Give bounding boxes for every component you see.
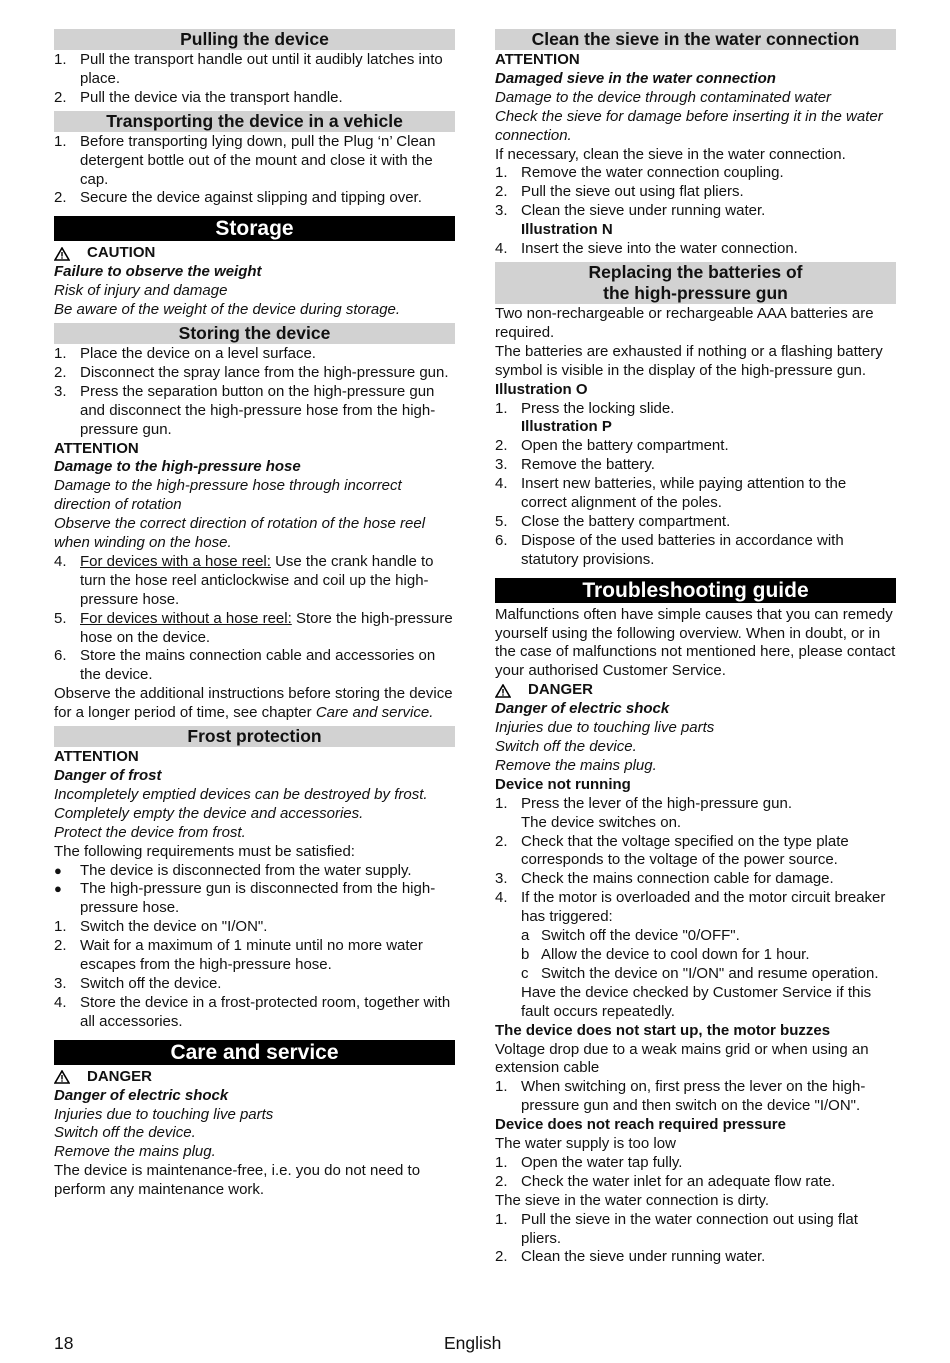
list-item: 2. Open the battery compartment. bbox=[495, 437, 729, 455]
list-item: 4. For devices with a hose reel: Use the crank handle to turn the hose reel anticlockwise and coil up the high-pressure hose. bbox=[54, 552, 434, 608]
chapter-reference: Care and service. bbox=[315, 704, 434, 722]
sub-list-item: b Allow the device to cool down for 1 hour. bbox=[521, 945, 810, 963]
danger-label: DANGER bbox=[54, 1068, 455, 1087]
fault-cause: Voltage drop due to a weak mains grid or when using an extension cable bbox=[495, 1040, 869, 1077]
list-item: 6. Store the mains connection cable and accessories on the device. bbox=[54, 647, 436, 684]
list-item: 2. Pull the device via the transport handle. bbox=[54, 88, 343, 106]
right-column bbox=[495, 29, 896, 1267]
list-item: 1. Switch the device on "I/ON". bbox=[54, 918, 268, 936]
list-item: 2. Secure the device against slipping and tipping over. bbox=[54, 189, 422, 207]
attention-label: ATTENTION bbox=[54, 439, 139, 457]
caution-text: Be aware of the weight of the device during storage. bbox=[54, 301, 401, 319]
troubleshooting-intro: Malfunctions often have simple causes that you can remedy yourself using the following overview. When in doubt, or in the case of malfunctions not mentioned here, please contact your authorised Customer Service. bbox=[495, 605, 896, 680]
danger-text: Remove the mains plug. bbox=[54, 1143, 216, 1161]
attention-text: Incompletely emptied devices can be destroyed by frost. bbox=[54, 785, 428, 803]
bullet-item: ● The device is disconnected from the water supply. bbox=[54, 861, 412, 879]
fault-title: The device does not start up, the motor buzzes bbox=[495, 1021, 831, 1039]
attention-title: Danger of frost bbox=[54, 767, 162, 784]
step-result: The device switches on. bbox=[521, 813, 682, 831]
attention-label: ATTENTION bbox=[495, 51, 580, 68]
fault-title: Device does not reach required pressure bbox=[495, 1116, 786, 1134]
list-item: 5. Close the battery compartment. bbox=[495, 512, 731, 530]
list-item: 1. Before transporting lying down, pull the Plug ‘n’ Clean detergent bottle out of the mount and close it with the cap. bbox=[54, 132, 436, 188]
list-item: 1. Press the lever of the high-pressure gun. bbox=[495, 794, 792, 812]
attention-text: Observe the correct direction of rotation of the hose reel when winding on the hose. bbox=[54, 515, 426, 552]
list-item: 2. Pull the sieve out using flat pliers. bbox=[495, 183, 744, 201]
requirements-intro: The following requirements must be satisfied: bbox=[54, 842, 355, 860]
left-column bbox=[54, 29, 455, 1200]
step-note: Have the device checked by Customer Service if this fault occurs repeatedly. bbox=[521, 983, 872, 1020]
chapter-heading-storage: Storage bbox=[54, 216, 455, 241]
warning-triangle-icon bbox=[54, 247, 74, 261]
section-heading-pulling: Pulling the device bbox=[54, 29, 455, 50]
section-heading-batteries: Replacing the batteries of the high-pressure gun bbox=[495, 262, 896, 304]
list-item: 1. Remove the water connection coupling. bbox=[495, 164, 784, 182]
list-item: 1. When switching on, first press the lever on the high-pressure gun and then switch on the device "I/ON". bbox=[495, 1078, 866, 1115]
attention-text: Protect the device from frost. bbox=[54, 823, 246, 841]
danger-title: Danger of electric shock bbox=[54, 1086, 229, 1104]
list-item: 2. Wait for a maximum of 1 minute until no more water escapes from the high-pressure hose. bbox=[54, 937, 423, 974]
batteries-text: Two non-rechargeable or rechargeable AAA batteries are required. bbox=[495, 304, 874, 341]
list-item: 4. If the motor is overloaded and the motor circuit breaker has triggered: bbox=[495, 889, 886, 926]
list-item: 6. Dispose of the used batteries in accordance with statutory provisions. bbox=[495, 531, 844, 568]
attention-text: Damage to the high-pressure hose through incorrect direction of rotation bbox=[54, 477, 402, 514]
caution-text: Risk of injury and damage bbox=[54, 282, 228, 300]
list-item: 4. Store the device in a frost-protected room, together with all accessories. bbox=[54, 993, 451, 1030]
section-heading-storing: Storing the device bbox=[54, 323, 455, 344]
attention-text: Damage to the device through contaminated water bbox=[495, 88, 832, 106]
danger-text: Switch off the device. bbox=[495, 738, 637, 755]
maintenance-text: The device is maintenance-free, i.e. you do not need to perform any maintenance work. bbox=[54, 1162, 421, 1199]
list-item: 1. Place the device on a level surface. bbox=[54, 344, 316, 362]
list-item: 3. Remove the battery. bbox=[495, 456, 655, 474]
bullet-icon: ● bbox=[54, 862, 62, 878]
danger-text: Remove the mains plug. bbox=[495, 756, 657, 774]
list-item: 2. Clean the sieve under running water. bbox=[495, 1248, 766, 1266]
bullet-icon: ● bbox=[54, 881, 62, 897]
danger-text: Switch off the device. bbox=[54, 1124, 196, 1142]
section-heading-sieve: Clean the sieve in the water connection bbox=[495, 29, 896, 50]
list-item: 1. Pull the transport handle out until it audibly latches into place. bbox=[54, 51, 443, 87]
list-item: 2. Check the water inlet for an adequate flow rate. bbox=[495, 1172, 836, 1190]
warning-triangle-icon bbox=[54, 1070, 74, 1084]
chapter-heading-troubleshooting: Troubleshooting guide bbox=[495, 578, 896, 603]
illustration-ref: Illustration N bbox=[521, 221, 613, 239]
batteries-text: The batteries are exhausted if nothing or a flashing battery symbol is visible in the display of the high-pressure gun. bbox=[495, 342, 883, 379]
danger-title: Danger of electric shock bbox=[495, 700, 670, 718]
list-item: 3. Check the mains connection cable for damage. bbox=[495, 870, 834, 888]
attention-text: Completely empty the device and accessories. bbox=[54, 804, 364, 822]
section-heading-transport: Transporting the device in a vehicle bbox=[54, 111, 455, 132]
list-item: 2. Check that the voltage specified on the type plate corresponds to the voltage of the power source. bbox=[495, 832, 849, 869]
section-heading-frost: Frost protection bbox=[54, 726, 455, 747]
fault-cause: The water supply is too low bbox=[495, 1135, 676, 1153]
illustration-ref: Illustration O bbox=[495, 380, 588, 398]
warning-triangle-icon bbox=[495, 684, 515, 698]
sub-list-item: a Switch off the device "0/OFF". bbox=[521, 927, 740, 945]
list-item: 4. Insert new batteries, while paying attention to the correct alignment of the poles. bbox=[495, 475, 847, 512]
chapter-heading-care: Care and service bbox=[54, 1040, 455, 1065]
page-footer bbox=[54, 1334, 896, 1356]
danger-text: Injuries due to touching live parts bbox=[495, 719, 715, 737]
list-item: 2. Disconnect the spray lance from the high-pressure gun. bbox=[54, 363, 449, 381]
list-item: 1. Press the locking slide. bbox=[495, 399, 675, 417]
page-number: 18 bbox=[54, 1333, 74, 1353]
list-item: 4. Insert the sieve into the water connection. bbox=[495, 240, 798, 258]
bullet-item: ● The high-pressure gun is disconnected from the high-pressure hose. bbox=[54, 880, 436, 917]
attention-label: ATTENTION bbox=[54, 748, 139, 766]
language-label: English bbox=[444, 1333, 502, 1353]
list-item: 3. Switch off the device. bbox=[54, 974, 222, 992]
list-item: 5. For devices without a hose reel: Store the high-pressure hose on the device. bbox=[54, 609, 453, 646]
list-item: 1. Pull the sieve in the water connection out using flat pliers. bbox=[495, 1210, 858, 1247]
sieve-intro: If necessary, clean the sieve in the water connection. bbox=[495, 145, 846, 163]
danger-label: DANGER bbox=[495, 681, 896, 700]
list-item: 3. Clean the sieve under running water. bbox=[495, 202, 766, 220]
attention-text: Check the sieve for damage before inserting it in the water connection. bbox=[495, 107, 883, 144]
caution-title: Failure to observe the weight bbox=[54, 263, 262, 281]
list-item: 3. Press the separation button on the high-pressure gun and disconnect the high-pressure hose from the high-pressure gun. bbox=[54, 382, 436, 438]
fault-title: Device not running bbox=[495, 775, 631, 793]
danger-text: Injuries due to touching live parts bbox=[54, 1105, 274, 1123]
attention-title: Damaged sieve in the water connection bbox=[495, 69, 776, 87]
sub-list-item: c Switch the device on "I/ON" and resume operation. bbox=[521, 964, 879, 982]
attention-title: Damage to the high-pressure hose bbox=[54, 458, 301, 476]
illustration-ref: Illustration P bbox=[521, 418, 612, 436]
caution-label: CAUTION bbox=[54, 244, 455, 263]
fault-cause: The sieve in the water connection is dirty. bbox=[495, 1191, 770, 1209]
storage-note: Observe the additional instructions before storing the device for a longer period of time, see chapter Care and service. bbox=[54, 685, 453, 722]
list-item: 1. Open the water tap fully. bbox=[495, 1153, 683, 1171]
